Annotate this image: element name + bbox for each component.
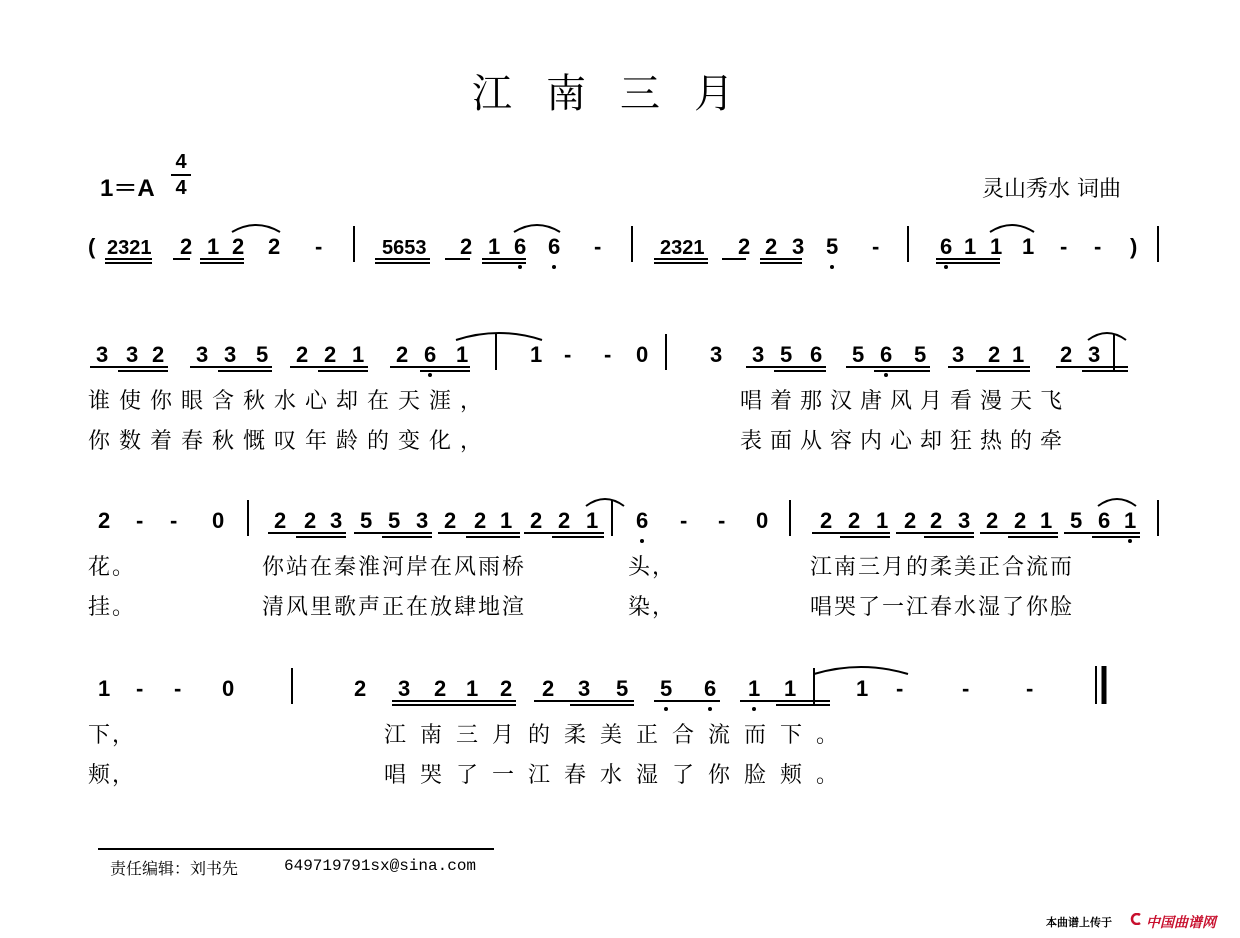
note-token: 5 xyxy=(1070,508,1083,533)
note-token: 2 xyxy=(500,676,513,701)
tie-arc xyxy=(456,333,542,340)
tie-arc xyxy=(990,225,1034,232)
note-token: 3 xyxy=(126,342,139,367)
note-token: 3 xyxy=(330,508,343,533)
note-token: 1 xyxy=(964,234,977,259)
note-token: 1 xyxy=(1012,342,1025,367)
key-signature: 1＝A xyxy=(100,175,155,202)
time-signature-bottom: 4 xyxy=(175,177,187,199)
note-token: 2 xyxy=(474,508,487,533)
note-token: 1 xyxy=(456,342,469,367)
note-token: 3 xyxy=(752,342,765,367)
note-token: 2 xyxy=(542,676,555,701)
lyric-line2-verse2-left: 你数着春秋慨叹年龄的变化， xyxy=(88,429,492,454)
note-token: 2 xyxy=(396,342,409,367)
octave-dot xyxy=(640,539,644,543)
lyric-line4-verse2-b: 唱哭了一江春水湿了你脸颊。 xyxy=(384,763,853,788)
note-token: 2 xyxy=(738,234,751,259)
note-token: 2 xyxy=(152,342,165,367)
note-token: 6 xyxy=(810,342,823,367)
note-token: 5 xyxy=(852,342,865,367)
note-token: 1 xyxy=(990,234,1003,259)
note-token: - xyxy=(872,234,880,259)
note-token: 5 xyxy=(660,676,673,701)
notation-svg xyxy=(0,670,1240,710)
tie-arc xyxy=(1088,333,1126,340)
note-token: - xyxy=(680,508,688,533)
octave-dot xyxy=(884,373,888,377)
lyric-line4-verse1-b: 江南三月的柔美正合流而下。 xyxy=(384,723,853,748)
note-token: 2 xyxy=(460,234,473,259)
note-token: 2 xyxy=(444,508,457,533)
note-token: - xyxy=(1026,676,1034,701)
note-token: 0 xyxy=(636,342,649,367)
note-token: 2 xyxy=(1014,508,1027,533)
note-token: 2 xyxy=(530,508,543,533)
lyric-line3-verse1-d: 江南三月的柔美正合流而 xyxy=(810,555,1075,580)
note-token: - xyxy=(315,234,323,259)
note-token: 2 xyxy=(820,508,833,533)
footer-divider xyxy=(98,848,494,850)
note-token: 3 xyxy=(578,676,591,701)
note-token: - xyxy=(564,342,572,367)
notation-svg xyxy=(0,502,1240,542)
note-token: ( xyxy=(88,234,96,259)
note-token: 2 xyxy=(558,508,571,533)
note-token: 5 xyxy=(914,342,927,367)
note-token: 2 xyxy=(304,508,317,533)
note-token: 3 xyxy=(792,234,805,259)
notation-svg xyxy=(0,228,1240,268)
note-token: - xyxy=(170,508,178,533)
octave-dot xyxy=(830,265,834,269)
note-token: 6 xyxy=(514,234,527,259)
note-token: 2 xyxy=(848,508,861,533)
octave-dot xyxy=(1128,539,1132,543)
note-token: 2321 xyxy=(660,237,705,259)
composer-credit: 灵山秀水 词曲 xyxy=(982,177,1121,202)
lyric-line3-verse1-b: 你站在秦淮河岸在风雨桥 xyxy=(262,555,527,580)
note-token: 2 xyxy=(986,508,999,533)
note-token: 5 xyxy=(780,342,793,367)
editor-credit: 责任编辑：刘书先 xyxy=(110,859,239,878)
notation-line-2 xyxy=(0,336,1240,376)
note-token: 3 xyxy=(710,342,723,367)
note-token: 6 xyxy=(424,342,437,367)
note-token: 1 xyxy=(748,676,761,701)
note-token: 1 xyxy=(488,234,501,259)
note-token: 3 xyxy=(952,342,965,367)
note-token: 6 xyxy=(704,676,717,701)
note-token: 3 xyxy=(416,508,429,533)
tie-arc xyxy=(1098,499,1136,506)
lyric-line3-verse1-c: 头， xyxy=(628,555,677,580)
note-token: 2 xyxy=(904,508,917,533)
note-token: 1 xyxy=(784,676,797,701)
note-token: - xyxy=(136,676,144,701)
lyric-line3-verse2-c: 染， xyxy=(628,595,677,620)
note-token: 2 xyxy=(180,234,193,259)
note-token: - xyxy=(1094,234,1102,259)
note-token: 1 xyxy=(856,676,869,701)
note-token: 2 xyxy=(1060,342,1073,367)
note-token: 1 xyxy=(530,342,543,367)
note-token: ) xyxy=(1130,234,1138,259)
lyric-line3-verse2-a: 挂。 xyxy=(88,595,137,620)
note-token: 2 xyxy=(232,234,245,259)
note-token: - xyxy=(962,676,970,701)
lyric-line4-verse2-a: 颊， xyxy=(88,763,137,788)
tie-arc xyxy=(232,225,280,232)
octave-dot xyxy=(428,373,432,377)
notation-line-4 xyxy=(0,670,1240,710)
note-token: 2 xyxy=(324,342,337,367)
note-token: 6 xyxy=(636,508,649,533)
note-token: 2321 xyxy=(107,237,152,259)
note-token: 6 xyxy=(548,234,561,259)
notation-svg xyxy=(0,336,1240,376)
octave-dot xyxy=(552,265,556,269)
note-token: 0 xyxy=(756,508,769,533)
note-token: - xyxy=(896,676,904,701)
note-token: 3 xyxy=(1088,342,1101,367)
octave-dot xyxy=(944,265,948,269)
time-signature-top: 4 xyxy=(175,151,187,173)
editor-email: 649719791sx@sina.com xyxy=(284,857,477,875)
note-token: 5 xyxy=(826,234,839,259)
note-token: 3 xyxy=(398,676,411,701)
time-signature xyxy=(170,150,192,200)
upload-label: 本曲谱上传于 xyxy=(1046,916,1112,929)
note-token: - xyxy=(594,234,602,259)
time-signature-bar xyxy=(171,174,191,176)
note-token: 6 xyxy=(1098,508,1111,533)
note-token: 3 xyxy=(224,342,237,367)
site-logo-icon xyxy=(1130,913,1142,925)
lyric-line4-verse1-a: 下， xyxy=(88,723,137,748)
note-token: 1 xyxy=(1022,234,1035,259)
note-token: 1 xyxy=(352,342,365,367)
note-token: 2 xyxy=(268,234,281,259)
note-token: 1 xyxy=(1040,508,1053,533)
note-token: 5 xyxy=(616,676,629,701)
lyric-line2-verse2-right: 表面从容内心却狂热的牵 xyxy=(740,429,1071,454)
note-token: 5 xyxy=(360,508,373,533)
lyric-line3-verse2-d: 唱哭了一江春水湿了你脸 xyxy=(810,595,1075,620)
octave-dot xyxy=(708,707,712,711)
note-token: 2 xyxy=(354,676,367,701)
note-token: - xyxy=(174,676,182,701)
note-token: 1 xyxy=(466,676,479,701)
note-token: 2 xyxy=(930,508,943,533)
note-token: 2 xyxy=(98,508,111,533)
octave-dot xyxy=(518,265,522,269)
notation-line-3 xyxy=(0,502,1240,542)
note-token: 1 xyxy=(500,508,513,533)
octave-dot xyxy=(664,707,668,711)
note-token: 1 xyxy=(586,508,599,533)
note-token: 2 xyxy=(296,342,309,367)
site-logo-text: 中国曲谱网 xyxy=(1146,915,1216,931)
note-token: 2 xyxy=(988,342,1001,367)
note-token: 5 xyxy=(388,508,401,533)
note-token: 5 xyxy=(256,342,269,367)
note-token: 2 xyxy=(434,676,447,701)
tie-arc xyxy=(514,225,560,232)
note-token: 1 xyxy=(1124,508,1137,533)
lyric-line2-verse1-right: 唱着那汉唐风月看漫天飞 xyxy=(740,389,1071,414)
note-token: 3 xyxy=(96,342,109,367)
note-token: 1 xyxy=(207,234,220,259)
note-token: - xyxy=(718,508,726,533)
note-token: 2 xyxy=(274,508,287,533)
tie-arc xyxy=(586,499,624,506)
note-token: 3 xyxy=(196,342,209,367)
notation-line-1 xyxy=(0,228,1240,268)
note-token: - xyxy=(1060,234,1068,259)
note-token: 6 xyxy=(940,234,953,259)
lyric-line2-verse1-left: 谁使你眼含秋水心却在天涯， xyxy=(88,389,492,414)
note-token: 3 xyxy=(958,508,971,533)
octave-dot xyxy=(752,707,756,711)
page-title: 江南三月 xyxy=(472,71,768,117)
note-token: 0 xyxy=(222,676,235,701)
note-token: 2 xyxy=(765,234,778,259)
note-token: - xyxy=(136,508,144,533)
note-token: 1 xyxy=(98,676,111,701)
note-token: 5653 xyxy=(382,237,427,259)
note-token: - xyxy=(604,342,612,367)
lyric-line3-verse1-a: 花。 xyxy=(88,555,137,580)
note-token: 0 xyxy=(212,508,225,533)
lyric-line3-verse2-b: 清风里歌声正在放肆地渲 xyxy=(262,595,527,620)
note-token: 6 xyxy=(880,342,893,367)
note-token: 1 xyxy=(876,508,889,533)
tie-arc xyxy=(814,667,908,674)
